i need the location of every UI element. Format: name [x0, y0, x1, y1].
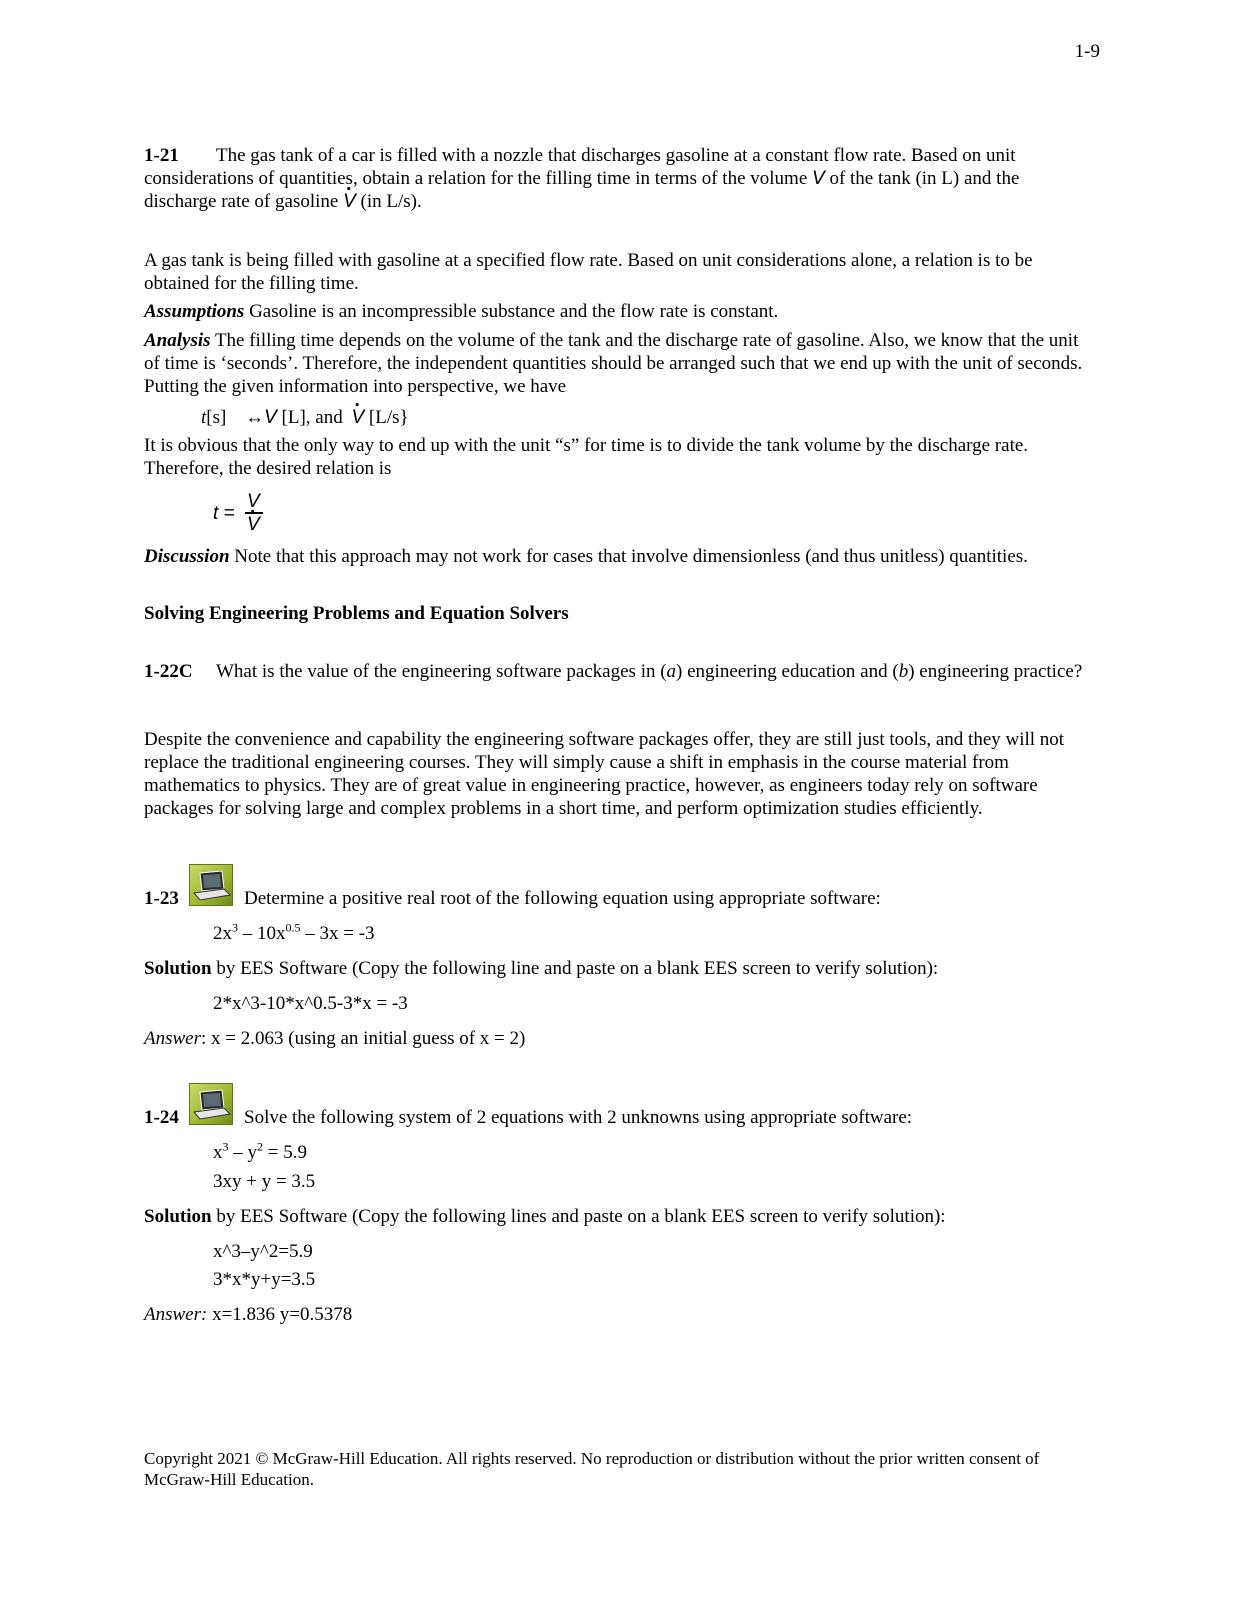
analysis	[144, 329, 1094, 398]
solution-1-23	[144, 957, 1094, 980]
page-number: 1-9	[1074, 41, 1100, 62]
eq-part: – 3x = -3	[300, 923, 375, 944]
equation-1-24-b: 3xy + y = 3.5	[213, 1171, 316, 1192]
problem-text-b: of the tank (in L) and the discharge rate of gasoline	[144, 168, 1020, 212]
problem-text-c: ) engineering practice?	[908, 661, 1083, 682]
assumptions-label: Assumptions	[144, 301, 245, 322]
eq-part: x	[213, 1142, 223, 1163]
problem-number: 1-21	[144, 145, 179, 166]
problem-text-1-23: Determine a positive real root of the following equation using appropriate software:	[244, 888, 881, 909]
answer-1-22c: Despite the convenience and capability the engineering software packages offer, they are still just tools, and they will not replace the traditional engineering courses. They will simply cause a shift in emphasis in the course material from mathematics to physics. They are of great value in engineering practice, however, as engineers today rely on software packages for solving large and complex problems in a short time, and perform optimization studies efficiently.	[144, 729, 1065, 819]
equation-numerator: V	[247, 491, 260, 512]
units-t: t	[201, 407, 207, 428]
problem-text-b: ) engineering education and (	[676, 661, 899, 682]
eq-part: – y	[228, 1142, 257, 1163]
problem-number-1-23: 1-23	[144, 888, 179, 909]
units-v: V	[264, 407, 277, 428]
eq-sup: 0.5	[285, 920, 301, 935]
equation-1-24-a	[213, 1141, 307, 1164]
answer-text: x=1.836 y=0.5378	[207, 1304, 353, 1325]
option-a: a	[666, 661, 677, 682]
units-vdot: · V	[351, 406, 364, 429]
section-heading: Solving Engineering Problems and Equation Solvers	[144, 603, 569, 624]
solution-label: Solution	[144, 958, 212, 979]
analysis-text: The filling time depends on the volume of the tank and the discharge rate of gasoline. Also, we know that the unit of time is ‘seconds’. Therefore, the independent quantities should be arranged such that we end up with the unit of seconds. Putting the given information into perspective, we have	[144, 330, 1083, 397]
answer-1-24	[144, 1303, 1094, 1326]
solution-text: by EES Software (Copy the following lines and paste on a blank EES screen to verify solution):	[211, 1206, 946, 1227]
problem-1-21	[144, 144, 1094, 213]
equation-lhs: t =	[213, 503, 235, 524]
eq-part: = 5.9	[263, 1142, 307, 1163]
problem-number-1-24: 1-24	[144, 1107, 179, 1128]
solution-label: Solution	[144, 1206, 212, 1227]
laptop-icon	[189, 864, 233, 906]
problem-1-22c	[144, 660, 1094, 683]
answer-label: Answer	[144, 1028, 201, 1049]
units-ls: [L/s}	[364, 407, 409, 428]
eq-sup: 3	[232, 920, 238, 935]
units-arrow: ↔	[245, 407, 265, 428]
equation-denominator: · V	[247, 513, 260, 536]
copyright-footer: Copyright 2021 © McGraw-Hill Education. All rights reserved. No reproduction or distribution without the prior written consent of McGraw-Hill Education.	[144, 1449, 1040, 1489]
volume-symbol: V	[812, 168, 825, 189]
flow-rate-symbol: · V	[343, 190, 356, 213]
solution-text: by EES Software (Copy the following line and paste on a blank EES screen to verify solution):	[211, 958, 939, 979]
discussion-label: Discussion	[144, 546, 230, 567]
option-b: b	[898, 661, 909, 682]
eq-sup: 2	[257, 1139, 263, 1154]
ees-code-1-23: 2*x^3-10*x^0.5-3*x = -3	[213, 993, 408, 1014]
answer-1-23	[144, 1027, 1094, 1050]
laptop-icon	[189, 1083, 233, 1125]
discussion	[144, 545, 1094, 568]
problem-text-a: The gas tank of a car is filled with a nozzle that discharges gasoline at a constant flow rate. Based on unit considerations of quantities, obtain a relation for the filling time in terms of the volume	[144, 145, 1016, 189]
solution-1-24	[144, 1205, 1094, 1228]
eq-part: – 10x	[238, 923, 286, 944]
obvious-text: It is obvious that the only way to end up with the unit “s” for time is to divide the tank volume by the discharge rate. Therefore, the desired relation is	[144, 435, 1029, 479]
problem-number: 1-22C	[144, 661, 193, 682]
units-relation	[201, 406, 409, 429]
units-l: [L], and	[276, 407, 348, 428]
problem-text-1-24: Solve the following system of 2 equations with 2 unknowns using appropriate software:	[244, 1107, 913, 1128]
problem-text-a: What is the value of the engineering software packages in (	[216, 661, 667, 682]
eq-part: 2x	[213, 923, 232, 944]
eq-sup: 3	[222, 1139, 229, 1154]
assumptions	[144, 300, 1094, 323]
analysis-label: Analysis	[144, 330, 211, 351]
discussion-text: Note that this approach may not work for cases that involve dimensionless (and thus unitless) quantities.	[229, 546, 1028, 567]
assumptions-text: Gasoline is an incompressible substance and the flow rate is constant.	[244, 301, 779, 322]
problem-text-c: (in L/s).	[355, 191, 422, 212]
equation-1-23	[213, 922, 375, 945]
answer-label: Answer:	[144, 1304, 208, 1325]
units-s: [s]	[206, 407, 227, 428]
ees-code-1-24-a: x^3–y^2=5.9	[213, 1241, 313, 1262]
solution-intro: A gas tank is being filled with gasoline at a specified flow rate. Based on unit considerations alone, a relation is to be obtained for the filling time.	[144, 250, 1033, 294]
answer-text: : x = 2.063 (using an initial guess of x = 2)	[201, 1028, 526, 1049]
ees-code-1-24-b: 3*x*y+y=3.5	[213, 1269, 316, 1290]
